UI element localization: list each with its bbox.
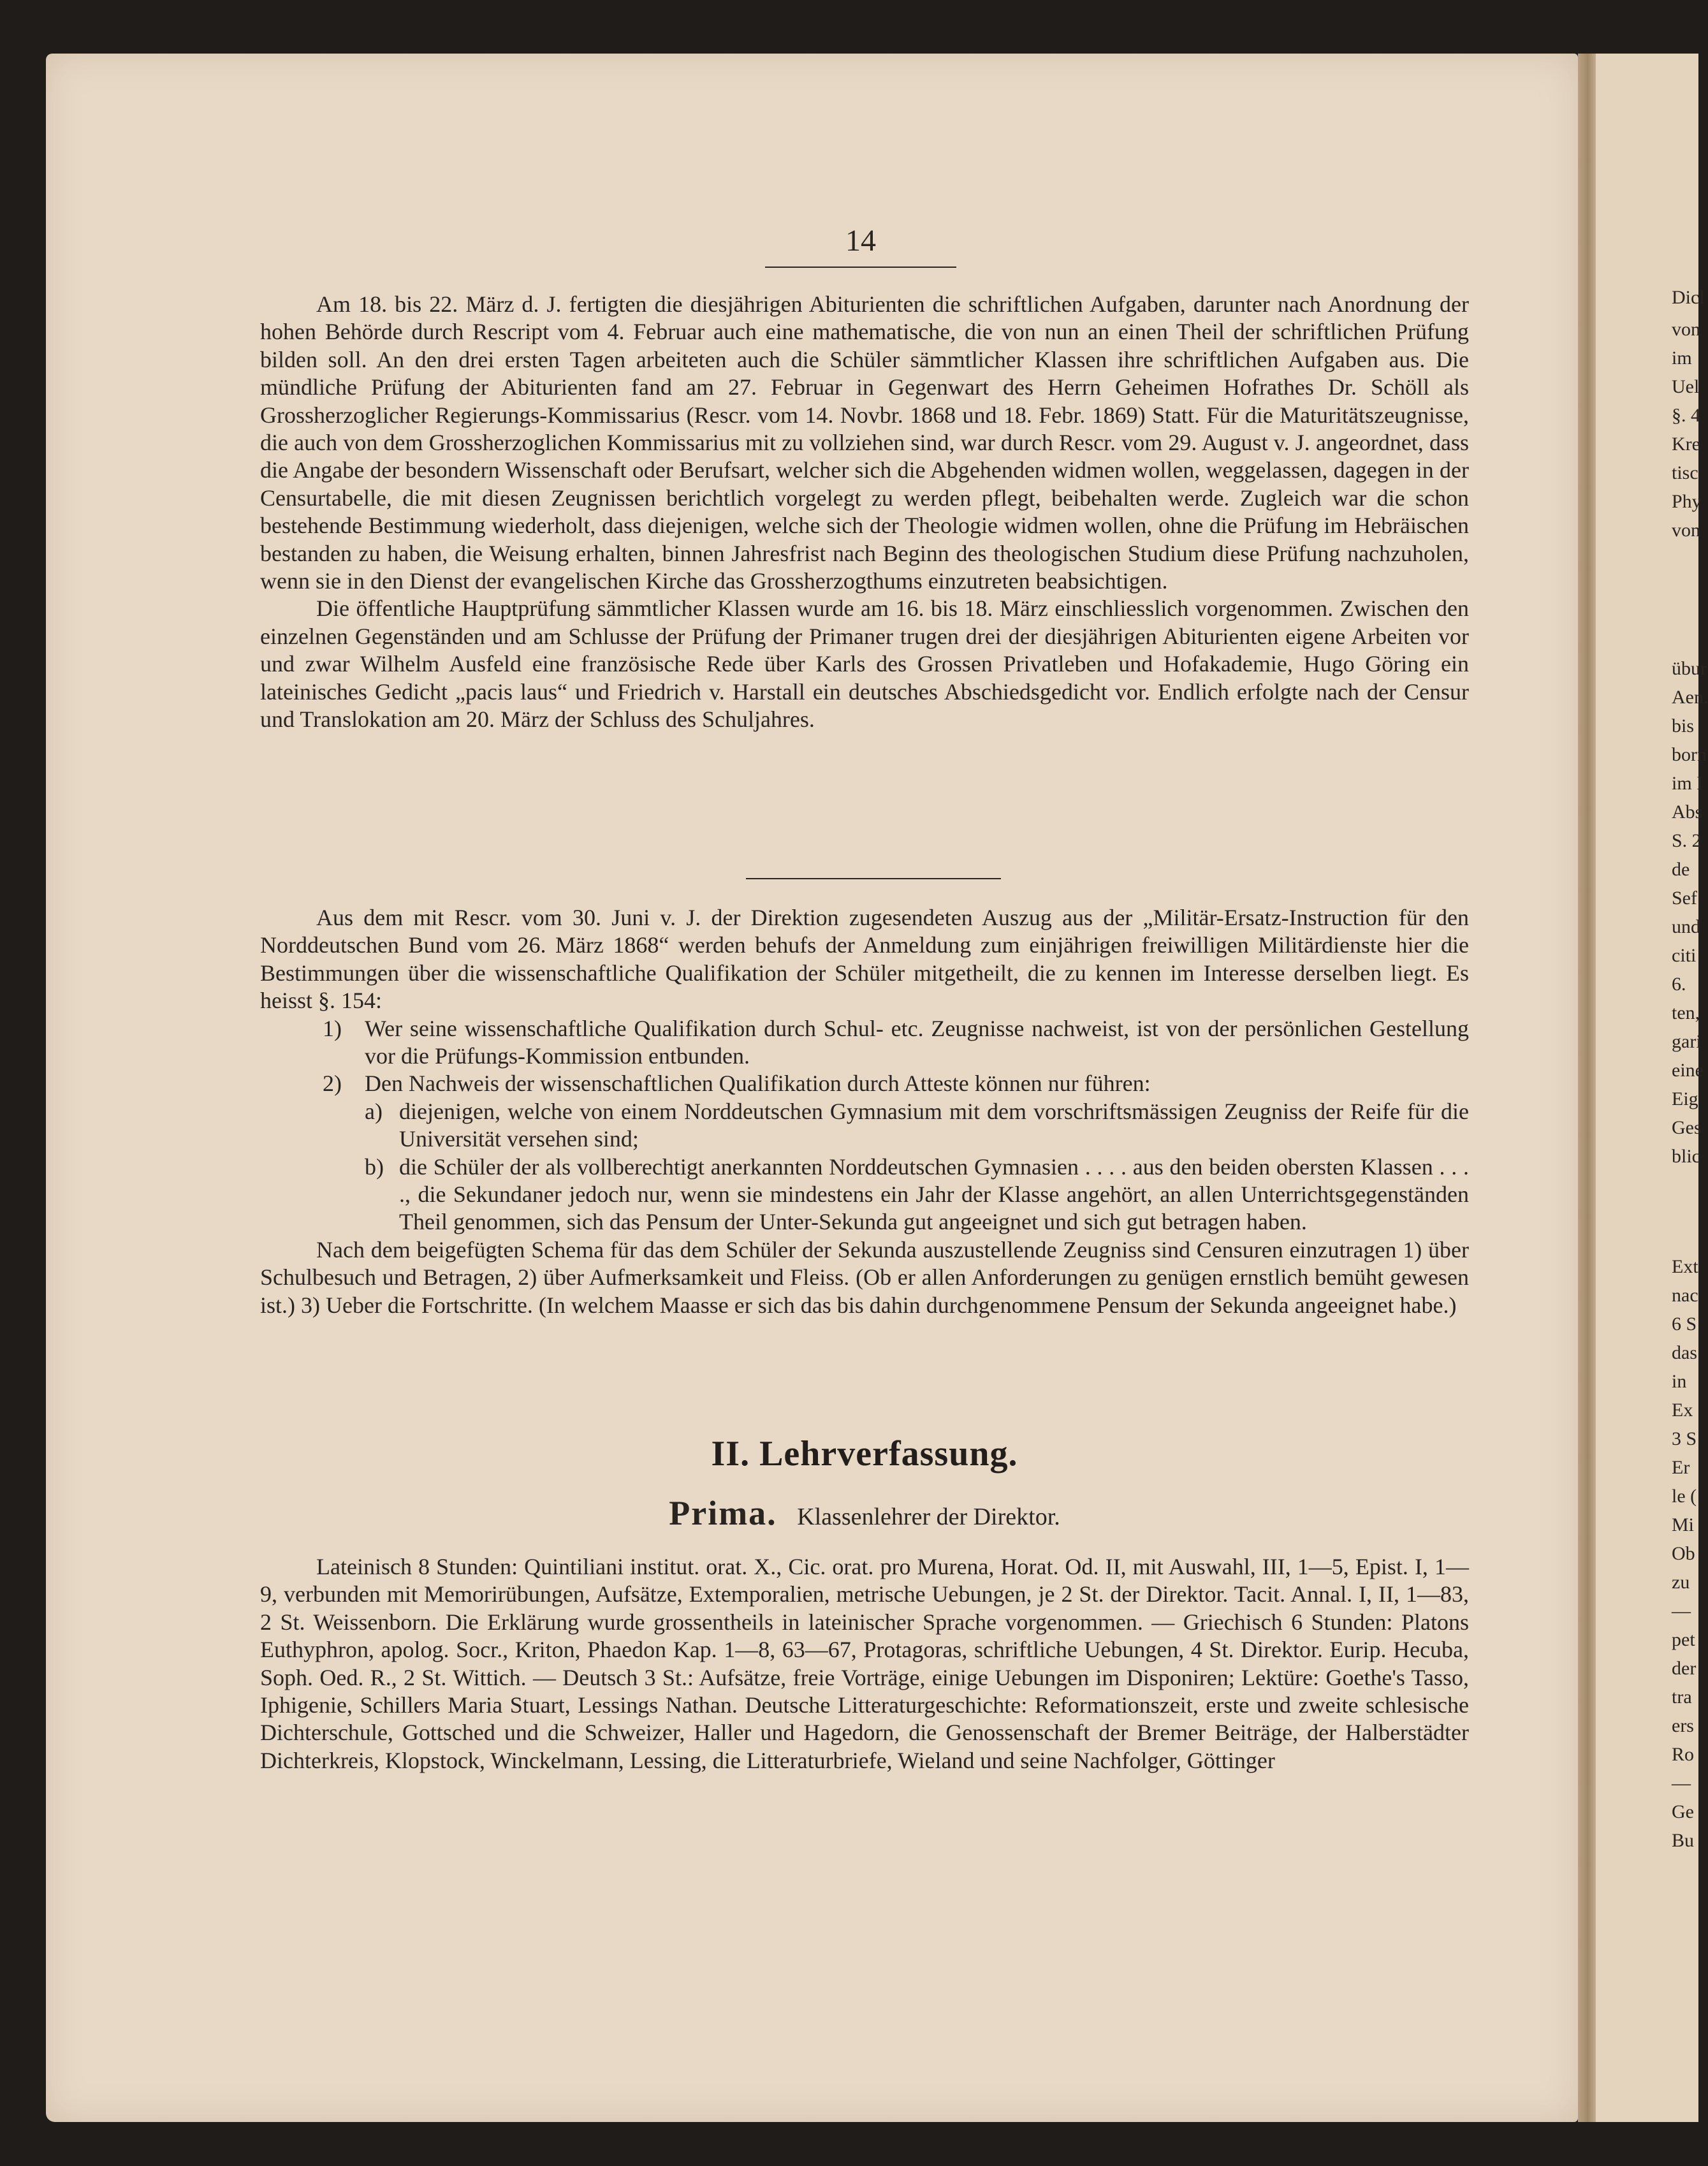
list-marker: b): [365, 1153, 384, 1180]
adjacent-page-fragment: 6.: [1672, 974, 1686, 995]
adjacent-page-fragment: zu: [1672, 1572, 1690, 1593]
adjacent-page-fragment: blic: [1672, 1146, 1700, 1167]
adjacent-page-fragment: pet: [1672, 1629, 1695, 1650]
list-item-text: die Schüler der als vollberechtigt anerkannten Norddeutschen Gymnasien . . . . aus den beiden obersten Klassen . . . ., die Sekundaner jedoch nur, wenn sie mindestens ein Jahr der Klasse angehört, an allen Unterrichtsgegenständen Theil genommen, sich das Pensum der Unter-Sekunda gut angeeignet und sich gut betragen haben.: [399, 1153, 1469, 1235]
adjacent-page-fragment: Sef: [1672, 888, 1697, 909]
adjacent-page-fragment: im I: [1672, 773, 1704, 794]
adjacent-page-fragment: Ob: [1672, 1543, 1695, 1564]
class-heading: [260, 1493, 1469, 1533]
adjacent-page-fragment: Ext: [1672, 1256, 1698, 1277]
adjacent-page-fragment: —: [1672, 1600, 1691, 1621]
adjacent-page-fragment: 3 S: [1672, 1428, 1697, 1449]
adjacent-page-fragment: Er: [1672, 1457, 1690, 1478]
adjacent-page-fragment: tisc: [1672, 462, 1698, 483]
military-section: [260, 904, 1469, 1319]
exam-paragraph-public: Die öffentliche Hauptprüfung sämmtlicher Klassen wurde am 16. bis 18. März einschliesslich vorgenommen. Zwischen den einzelnen Gegenständen und am Schlusse der Prüfung der Primaner trugen drei der diesjährigen Abiturienten eigene Arbeiten vor und zwar Wilhelm Ausfeld eine französische Rede über Karls des Grossen Privatleben und Hofakademie, Hugo Göring ein lateinisches Gedicht „pacis laus“ und Friedrich v. Harstall ein deutsches Abschiedsgedicht vor. Endlich erfolgte nach der Censur und Translokation am 20. März der Schluss des Schuljahres.: [260, 596, 1469, 733]
adjacent-page-fragment: —: [1672, 1773, 1691, 1794]
adjacent-page-fragment: de: [1672, 859, 1690, 880]
adjacent-page-fragment: von: [1672, 520, 1700, 541]
list-item-text: Wer seine wissenschaftliche Qualifikation durch Schul- etc. Zeugnisse nachweist, ist von der persönlichen Gestellung vor die Prüfungs-Kommission entbunden.: [365, 1015, 1469, 1069]
military-item-2a: [260, 1098, 1469, 1153]
adjacent-page-fragment: tra: [1672, 1687, 1692, 1708]
list-marker: a): [365, 1098, 383, 1124]
adjacent-page-fragment: born: [1672, 744, 1707, 765]
adjacent-page-fragment: Kre: [1672, 434, 1700, 455]
military-item-2b: [260, 1153, 1469, 1236]
book-gutter: [1578, 54, 1596, 2122]
adjacent-page-fragment: Mi: [1672, 1514, 1695, 1535]
adjacent-page-fragment: ers: [1672, 1715, 1694, 1736]
page-number-rule: [765, 267, 956, 268]
exam-paragraph-written: Am 18. bis 22. März d. J. fertigten die diesjährigen Abiturienten die schriftlichen Aufgaben, darunter nach Anordnung der hohen Behörde durch Rescript vom 4. Februar auch eine mathematische, die von nun an einen Theil der schriftlichen Prüfung bilden soll. An den drei ersten Tagen arbeiteten auch die Schüler sämmtlicher Klassen ihre schriftlichen Aufgaben aus. Die mündliche Prüfung der Abiturienten fand am 27. Februar in Gegenwart des Herrn Geheimen Hofrathes Dr. Schöll als Grossherzoglicher Regierungs-Kommissarius (Rescr. vom 14. Novbr. 1868 und 18. Febr. 1869) Statt. Für die Maturitätszeugnisse, die auch von dem Grossherzoglichen Kommissarius mit zu vollziehen sind, war durch Rescr. vom 29. August v. J. angeordnet, dass die Angabe der besondern Wissenschaft oder Berufsart, welcher sich die Abgehenden widmen wollen, weggelassen, dagegen in der Censurtabelle, die mit diesen Zeugnissen berichtlich vorgelegt zu werden pflegt, beibehalten werde. Zugleich war die schon bestehende Bestimmung wiederholt, dass diejenigen, welche sich der Theologie widmen wollen, ohne die Prüfung im Hebräischen bestanden zu haben, die Weisung erhalten, binnen Jahresfrist nach Beginn des theologischen Studium diese Prüfung nachzuholen, wenn sie in den Dienst der evangelischen Kirche das Grossherzogthums einzutreten beabsichtigen.: [260, 291, 1469, 594]
page-number: 14: [845, 224, 876, 258]
adjacent-page-fragment: §. 4: [1672, 405, 1700, 426]
adjacent-page-fragment: Bu: [1672, 1830, 1695, 1851]
adjacent-page-fragment: 6 S: [1672, 1314, 1697, 1335]
adjacent-page-fragment: bis: [1672, 715, 1695, 736]
adjacent-page-fragment: eine: [1672, 1060, 1704, 1081]
adjacent-page-fragment: gari: [1672, 1031, 1702, 1052]
military-intro: Aus dem mit Rescr. vom 30. Juni v. J. der Direktion zugesendeten Auszug aus der „Militär-Ersatz-Instruction für den Norddeutschen Bund vom 26. März 1868“ werden behufs der Anmeldung zum einjährigen freiwilligen Militärdienste hier die Bestimmungen über die wissenschaftliche Qualifikation der Schüler mitgetheilt, die zu kennen im Interesse derselben liegt. Es heisst §. 154:: [260, 905, 1469, 1014]
military-closing: Nach dem beigefügten Schema für das dem Schüler der Sekunda auszustellende Zeugniss sind Censuren einzutragen 1) über Schulbesuch und Betragen, 2) über Aufmerksamkeit und Fleiss. (Ob er allen Anforderungen zu genügen ernstlich bemüht gewesen ist.) 3) Ueber die Fortschritte. (In welchem Maasse er sich das bis dahin durchgenommene Pensum der Sekunda angeeignet habe.): [260, 1236, 1469, 1318]
adjacent-page-fragment: Ge: [1672, 1801, 1694, 1822]
adjacent-page-fragment: in: [1672, 1371, 1687, 1392]
list-item-text: Den Nachweis der wissenschaftlichen Qualifikation durch Atteste können nur führen:: [365, 1071, 1151, 1097]
adjacent-page-fragment: ten,: [1672, 1002, 1700, 1023]
adjacent-page-fragment: und: [1672, 916, 1700, 937]
list-marker: 1): [323, 1015, 342, 1041]
adjacent-page-fragment: nac: [1672, 1285, 1698, 1306]
adjacent-page-fragment: citi: [1672, 945, 1697, 966]
adjacent-page-fragment: S. 2: [1672, 830, 1702, 851]
section-heading: II. Lehrverfassung.: [711, 1434, 1018, 1474]
adjacent-page-fragment: der: [1672, 1658, 1697, 1679]
class-name: Prima.: [669, 1494, 777, 1532]
curriculum-section: [260, 1553, 1469, 1775]
adjacent-page-fragment: le (: [1672, 1486, 1697, 1507]
exam-section: [260, 291, 1469, 734]
class-teacher: Klassenlehrer der Direktor.: [797, 1504, 1060, 1530]
adjacent-page-fragment: Eig: [1672, 1088, 1698, 1109]
adjacent-page-fragment: im: [1672, 348, 1692, 369]
adjacent-page-fragment: Abs: [1672, 801, 1703, 823]
adjacent-page-fragment: Aen.: [1672, 687, 1708, 708]
adjacent-page-fragment: Uel: [1672, 376, 1700, 397]
curriculum-paragraph: Lateinisch 8 Stunden: Quintiliani institut. orat. X., Cic. orat. pro Murena, Horat. Od. II, mit Auswahl, III, 1—5, Epist. I, 1—9, verbunden mit Memorirübungen, Aufsätze, Extemporalien, metrische Uebungen, je 2 St. der Direktor. Tacit. Annal. I, II, 1—83, 2 St. Weissenborn. Die Erklärung wurde grossentheils in lateinischer Sprache vorgenommen. — Griechisch 6 Stunden: Platons Euthyphron, apolog. Socr., Kriton, Phaedon Kap. 1—8, 63—67, Protagoras, schriftliche Uebungen, 4 St. Direktor. Eurip. Hecuba, Soph. Oed. R., 2 St. Wittich. — Deutsch 3 St.: Aufsätze, freie Vorträge, einige Uebungen im Disponiren; Lektüre: Goethe's Tasso, Iphigenie, Schillers Maria Stuart, Lessings Nathan. Deutsche Litteraturgeschichte: Reformationszeit, erste und zweite schlesische Dichterschule, Gottsched und die Schweizer, Haller und Hagedorn, die Genossenschaft der Bremer Beiträge, der Halberstädter Dichterkreis, Klopstock, Winckelmann, Lessing, die Litteraturbriefe, Wieland und seine Nachfolger, Göttinger: [260, 1554, 1469, 1773]
adjacent-page-fragment: von: [1672, 319, 1700, 340]
list-item-text: diejenigen, welche von einem Norddeutschen Gymnasium mit dem vorschriftsmässigen Zeugniss der Reife für die Universität versehen sind;: [399, 1098, 1469, 1152]
adjacent-page-fragment: Dicl: [1672, 287, 1705, 308]
adjacent-page-fragment: Ges: [1672, 1117, 1702, 1138]
military-item-2: [260, 1070, 1469, 1097]
adjacent-page-fragment: das: [1672, 1342, 1697, 1363]
adjacent-page-fragment: Ex: [1672, 1400, 1693, 1421]
section-divider: [746, 878, 1001, 879]
military-item-1: [260, 1015, 1469, 1071]
list-marker: 2): [323, 1071, 342, 1097]
adjacent-page-fragment: Ro: [1672, 1744, 1695, 1765]
adjacent-page-fragment: übur: [1672, 658, 1707, 679]
adjacent-page-fragment: Phy: [1672, 491, 1702, 512]
